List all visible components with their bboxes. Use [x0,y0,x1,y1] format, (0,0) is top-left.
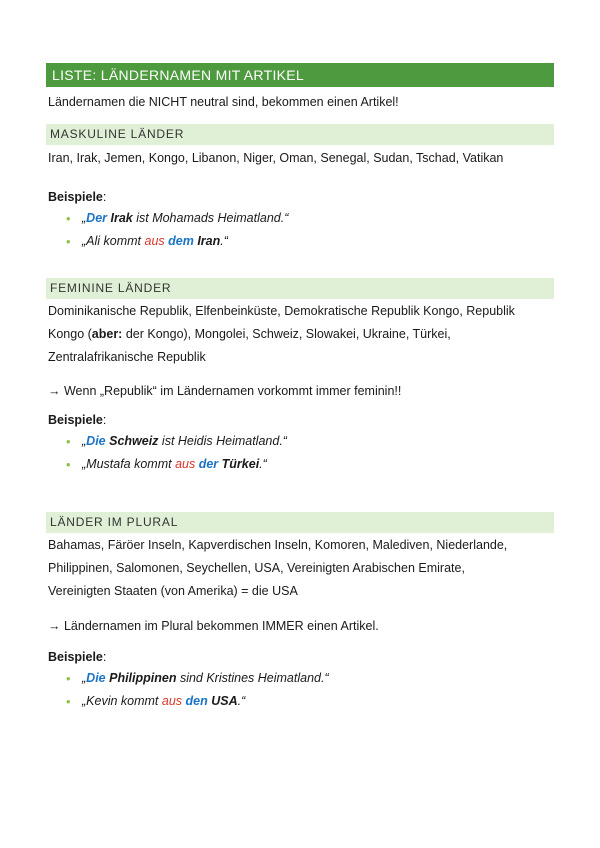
preposition-highlight: aus [175,457,196,471]
plural-country-list: Bahamas, Färöer Inseln, Kapverdischen Inseln, Komoren, Malediven, Niederlande, Philippinen, Salomonen, Seychellen, USA, Vereinigten Arabischen Emirate, Vereinigten Staaten (von Amerika) = die USA [48,538,508,598]
feminine-rule-note: → Wenn „Republik“ im Ländernamen vorkommt immer feminin!! [48,384,402,398]
preposition-highlight: aus [144,234,165,248]
list-item: • „Die Schweiz ist Heidis Heimatland.“ [66,430,554,453]
bullet-icon: • [66,234,71,249]
list-item: • „Ali kommt aus dem Iran.“ [66,230,554,253]
masculine-examples-list [46,207,554,253]
intro-text: Ländernamen die NICHT neutral sind, bekommen einen Artikel! [48,95,399,109]
article-highlight: den [185,694,208,708]
bullet-icon: • [66,457,71,472]
article-highlight: Der [86,211,108,225]
article-highlight: Die [86,671,106,685]
article-highlight: der [198,457,219,471]
plural-examples-label: Beispiele: [48,650,107,664]
article-highlight: dem [168,234,194,248]
list-item: • „Die Philippinen sind Kristines Heimatland.“ [66,667,554,690]
preposition-highlight: aus [161,694,183,708]
list-item: • „Kevin kommt aus den USA.“ [66,690,554,713]
list-item: • „Der Irak ist Mohamads Heimatland.“ [66,207,554,230]
bullet-icon: • [66,434,71,449]
feminine-examples-label: Beispiele: [48,413,107,427]
section-heading-feminine: FEMININE LÄNDER [46,278,554,299]
page-title: LISTE: LÄNDERNAMEN MIT ARTIKEL [46,63,554,87]
plural-rule-note: → Ländernamen im Plural bekommen IMMER einen Artikel. [48,619,379,633]
masculine-examples-label: Beispiele: [48,190,107,204]
bullet-icon: • [66,694,71,709]
article-highlight: Die [86,434,106,448]
bullet-icon: • [66,211,71,226]
worksheet-page [46,63,554,713]
masculine-country-list: Iran, Irak, Jemen, Kongo, Libanon, Niger, Oman, Senegal, Sudan, Tschad, Vatikan [48,151,504,165]
feminine-examples-list [46,430,554,476]
plural-examples-list [46,667,554,713]
list-item: • „Mustafa kommt aus der Türkei.“ [66,453,554,476]
section-heading-plural: LÄNDER IM PLURAL [46,512,554,533]
section-heading-masculine: MASKULINE LÄNDER [46,124,554,145]
bullet-icon: • [66,671,71,686]
feminine-country-list: Dominikanische Republik, Elfenbeinküste, Demokratische Republik Kongo, Republik Kongo (aber: der Kongo), Mongolei, Schweiz, Slowakei, Ukraine, Türkei, Zentralafrikanische Republik [48,304,515,364]
